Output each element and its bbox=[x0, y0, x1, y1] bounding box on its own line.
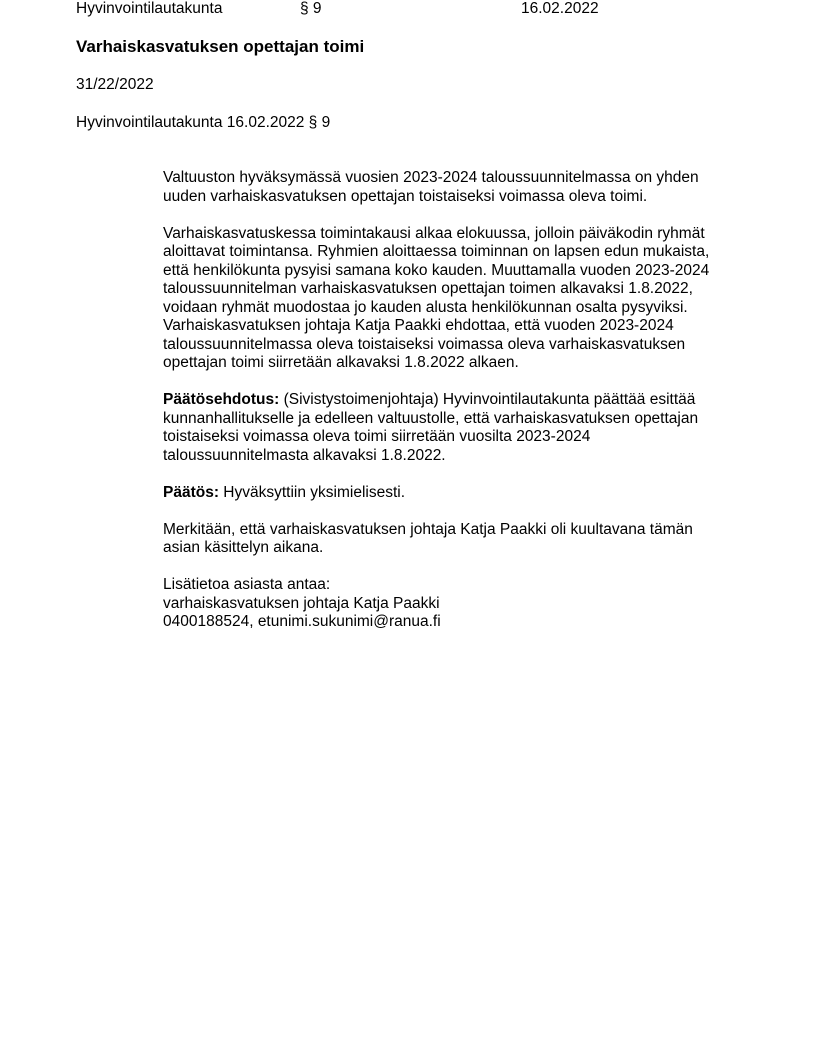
text-line: aloittavat toimintansa. Ryhmien aloittaessa toiminnan on lapsen edun mukaista, bbox=[163, 243, 710, 260]
document-title: Varhaiskasvatuksen opettajan toimi bbox=[76, 37, 365, 56]
text-line: kunnanhallitukselle ja edelleen valtuustolle, että varhaiskasvatuksen opettajan bbox=[163, 409, 699, 427]
meeting-reference: Hyvinvointilautakunta 16.02.2022 § 9 bbox=[76, 114, 331, 131]
text-line: taloussuunnitelman varhaiskasvatuksen opettajan toimen alkavaksi 1.8.2022, bbox=[163, 280, 693, 297]
paragraph-background bbox=[163, 169, 709, 206]
paragraph-note bbox=[163, 521, 709, 558]
decision-text: Hyväksyttiin yksimielisesti. bbox=[219, 483, 406, 501]
text-line: Varhaiskasvatuskessa toimintakausi alkaa elokuussa, jolloin päiväkodin ryhmät bbox=[163, 224, 705, 242]
proposal-label: Päätösehdotus: bbox=[163, 391, 280, 408]
contact-line: 0400188524, etunimi.sukunimi@ranua.fi bbox=[163, 613, 441, 630]
decision-label: Päätös: bbox=[163, 483, 219, 501]
paragraph-proposal bbox=[163, 391, 709, 465]
header-body: Hyvinvointilautakunta bbox=[76, 0, 223, 17]
paragraph-contact-info bbox=[163, 576, 709, 632]
text-line: varhaiskasvatuksen johtaja Katja Paakki bbox=[163, 594, 440, 612]
header-date: 16.02.2022 bbox=[521, 0, 599, 17]
text-line: Varhaiskasvatuksen johtaja Katja Paakki ehdottaa, että vuoden 2023-2024 bbox=[163, 317, 674, 334]
document-body bbox=[163, 169, 709, 632]
text-line: voidaan ryhmät muodostaa jo kauden alusta henkilökunnan osalta pysyviksi. bbox=[163, 298, 688, 316]
text-line: taloussuunnitelmassa oleva toistaiseksi voimassa oleva varhaiskasvatuksen bbox=[163, 335, 686, 353]
header-section: § 9 bbox=[300, 0, 322, 17]
text-line: asian käsittelyn aikana. bbox=[163, 539, 324, 556]
text-line: että henkilökunta pysyisi samana koko kauden. Muuttamalla vuoden 2023-2024 bbox=[163, 261, 710, 279]
text-line: opettajan toimi siirretään alkavaksi 1.8.2022 alkaen. bbox=[163, 354, 519, 371]
text-line: taloussuunnitelmasta alkavaksi 1.8.2022. bbox=[163, 446, 446, 464]
text-line: toistaiseksi voimassa oleva toimi siirretään vuosilta 2023-2024 bbox=[163, 428, 591, 445]
text-line: Merkitään, että varhaiskasvatuksen johtaja Katja Paakki oli kuultavana tämän bbox=[163, 520, 693, 538]
text-line: (Sivistystoimenjohtaja) Hyvinvointilautakunta päättää esittää bbox=[279, 391, 696, 408]
text-line: Valtuuston hyväksymässä vuosien 2023-2024 taloussuunnitelmassa on yhden bbox=[163, 169, 699, 186]
paragraph-rationale bbox=[163, 225, 709, 373]
record-number: 31/22/2022 bbox=[76, 76, 154, 93]
text-line: Lisätietoa asiasta antaa: bbox=[163, 576, 331, 593]
paragraph-decision bbox=[163, 484, 709, 503]
text-line: uuden varhaiskasvatuksen opettajan toistaiseksi voimassa oleva toimi. bbox=[163, 187, 648, 205]
